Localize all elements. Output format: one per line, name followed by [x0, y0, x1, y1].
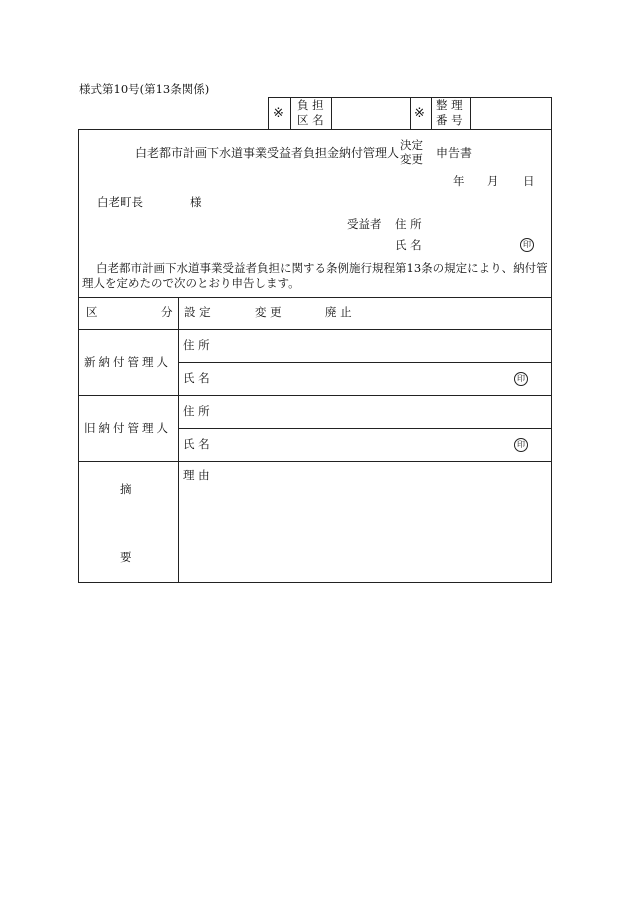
category-label-2: 分 [161, 305, 173, 319]
remarks-label-2: 要 [120, 550, 132, 564]
title-suffix: 申告書 [436, 146, 473, 160]
reference-number-label-2: 番 号 [436, 113, 463, 127]
reason-label: 理 由 [183, 468, 210, 482]
body-text-line-2: 理人を定めたので次のとおり申告します。 [82, 276, 300, 290]
reason-field[interactable] [180, 485, 550, 581]
body-text-line-1: 白老都市計画下水道事業受益者負担に関する条例施行規程第13条の規定により、納付管 [96, 261, 548, 275]
category-option-abolish[interactable]: 廃 止 [325, 305, 352, 319]
applicant-seal-mark: 印 [520, 238, 534, 252]
applicant-name-label: 氏 名 [395, 238, 422, 252]
note-mark-2: ※ [414, 106, 425, 121]
old-manager-name-field[interactable] [225, 430, 510, 460]
old-manager-name-label: 氏 名 [183, 437, 210, 451]
old-manager-label: 旧納付管理人 [84, 421, 171, 435]
category-label-1: 区 [86, 305, 98, 319]
new-manager-name-label: 氏 名 [183, 371, 210, 385]
addressee-name: 白老町長 [97, 195, 143, 209]
new-manager-address-label: 住 所 [183, 338, 210, 352]
category-option-set[interactable]: 設 定 [184, 305, 211, 319]
old-manager-address-field[interactable] [225, 397, 550, 427]
burden-district-field[interactable] [332, 98, 409, 129]
old-manager-seal-mark: 印 [514, 438, 528, 452]
date-day: 日 [523, 174, 535, 188]
applicant-address-label: 住 所 [395, 217, 422, 231]
reference-number-field[interactable] [471, 98, 551, 129]
form-title: 白老都市計画下水道事業受益者負担金納付管理人 [135, 146, 400, 160]
new-manager-label: 新納付管理人 [84, 355, 171, 369]
new-manager-address-field[interactable] [225, 331, 550, 361]
date-month: 月 [487, 174, 499, 188]
addressee-honorific: 様 [190, 195, 202, 209]
form-number: 様式第10号(第13条関係) [79, 82, 210, 96]
applicant-label: 受益者 [347, 217, 382, 231]
burden-district-label-1: 負 担 [297, 98, 324, 112]
title-option-change: 変更 [400, 152, 423, 166]
new-manager-name-field[interactable] [225, 364, 510, 394]
new-manager-seal-mark: 印 [514, 372, 528, 386]
burden-district-label-2: 区 名 [297, 113, 324, 127]
category-option-change[interactable]: 変 更 [255, 305, 282, 319]
reference-number-label-1: 整 理 [436, 98, 463, 112]
old-manager-address-label: 住 所 [183, 404, 210, 418]
date-year: 年 [453, 174, 465, 188]
title-option-decision: 決定 [400, 138, 423, 152]
note-mark-1: ※ [273, 106, 284, 121]
remarks-label-1: 摘 [120, 482, 132, 496]
